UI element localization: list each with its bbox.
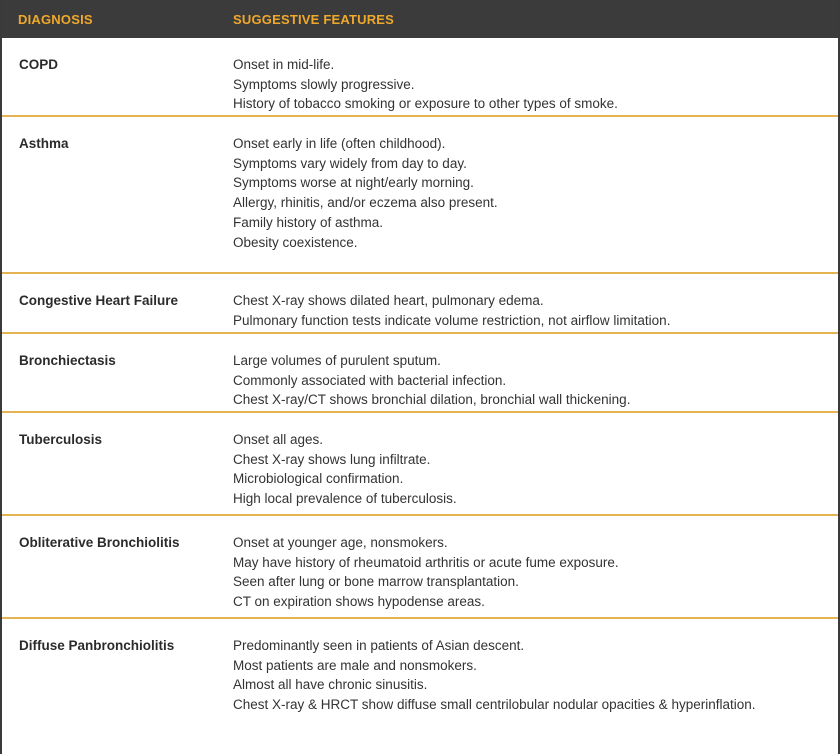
features-cell	[233, 134, 838, 272]
diagnosis-cell: Congestive Heart Failure	[19, 293, 179, 308]
diagnosis-cell: Obliterative Bronchiolitis	[19, 535, 180, 550]
feature-line: Symptoms worse at night/early morning.	[233, 175, 474, 191]
feature-line: Symptoms slowly progressive.	[233, 76, 415, 92]
feature-line: CT on expiration shows hypodense areas.	[233, 594, 485, 610]
diagnosis-column-header: DIAGNOSIS	[18, 11, 93, 27]
feature-line: Allergy, rhinitis, and/or eczema also present.	[233, 195, 498, 211]
table-row	[2, 334, 838, 413]
feature-line: Onset early in life (often childhood).	[233, 136, 446, 151]
table-row	[2, 38, 838, 117]
feature-line: High local prevalence of tuberculosis.	[233, 491, 457, 507]
table-row	[2, 619, 838, 743]
feature-line: Seen after lung or bone marrow transplantation.	[233, 574, 519, 590]
feature-line: Pulmonary function tests indicate volume restriction, not airflow limitation.	[233, 312, 671, 328]
feature-line: Almost all have chronic sinusitis.	[233, 677, 428, 693]
feature-line: Most patients are male and nonsmokers.	[233, 657, 477, 673]
features-column-header: SUGGESTIVE FEATURES	[233, 11, 395, 27]
feature-line: Onset in mid-life.	[233, 57, 335, 72]
features-cell	[233, 55, 838, 115]
feature-line: Chest X-ray/CT shows bronchial dilation, bronchial wall thickening.	[233, 392, 631, 408]
table-row	[2, 413, 838, 516]
feature-line: History of tobacco smoking or exposure to other types of smoke.	[233, 96, 618, 112]
features-cell	[233, 636, 838, 743]
table-row	[2, 516, 838, 619]
diagnosis-cell: Diffuse Panbronchiolitis	[19, 638, 175, 653]
feature-line: Microbiological confirmation.	[233, 471, 404, 487]
feature-line: Symptoms vary widely from day to day.	[233, 155, 467, 171]
diagnosis-cell: COPD	[19, 57, 59, 72]
table-row	[2, 274, 838, 334]
diagnosis-cell: Tuberculosis	[19, 432, 103, 447]
feature-line: Onset all ages.	[233, 432, 324, 447]
features-cell	[233, 291, 838, 332]
table-row	[2, 117, 838, 274]
features-cell	[233, 533, 838, 617]
features-cell	[233, 430, 838, 514]
feature-line: Chest X-ray shows dilated heart, pulmonary edema.	[233, 293, 544, 308]
feature-line: Obesity coexistence.	[233, 234, 358, 250]
feature-line: Chest X-ray & HRCT show diffuse small centrilobular nodular opacities & hyperinflation.	[233, 697, 756, 713]
feature-line: Large volumes of purulent sputum.	[233, 353, 441, 368]
feature-line: Predominantly seen in patients of Asian descent.	[233, 638, 525, 653]
diagnosis-cell: Asthma	[19, 136, 69, 151]
feature-line: Commonly associated with bacterial infection.	[233, 372, 507, 388]
feature-line: May have history of rheumatoid arthritis or acute fume exposure.	[233, 554, 619, 570]
feature-line: Chest X-ray shows lung infiltrate.	[233, 451, 431, 467]
features-cell	[233, 351, 838, 411]
diagnosis-cell: Bronchiectasis	[19, 353, 116, 368]
feature-line: Family history of asthma.	[233, 214, 384, 230]
feature-line: Onset at younger age, nonsmokers.	[233, 535, 448, 550]
table-header	[2, 0, 838, 38]
